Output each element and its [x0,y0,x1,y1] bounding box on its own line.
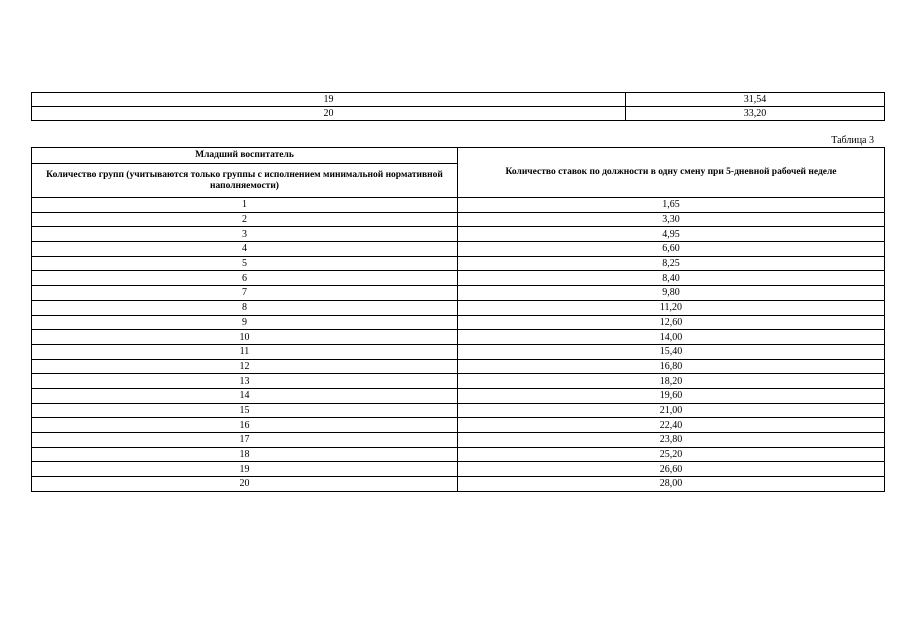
rate-cell: 12,60 [458,315,885,330]
rate-cell: 23,80 [458,433,885,448]
groups-cell: 18 [32,447,458,462]
rate-cell: 33,20 [626,107,885,121]
rate-cell: 8,25 [458,256,885,271]
groups-cell: 1 [32,198,458,213]
staffing-table-body [32,198,885,492]
rate-cell: 18,20 [458,374,885,389]
rate-cell: 22,40 [458,418,885,433]
table-row [32,227,885,242]
col1-header: Количество групп (учитываются только группы с исполнением минимальной нормативной наполняемости) [32,164,458,198]
rate-cell: 31,54 [626,93,885,107]
table-row [32,418,885,433]
groups-cell: 8 [32,300,458,315]
table-row [32,242,885,257]
table-row [32,433,885,448]
groups-cell: 10 [32,330,458,345]
table-row [32,315,885,330]
table-row [32,344,885,359]
groups-cell: 16 [32,418,458,433]
rate-cell: 21,00 [458,403,885,418]
rate-cell: 25,20 [458,447,885,462]
position-title: Младший воспитатель [32,148,458,164]
table-caption: Таблица 3 [831,135,874,146]
rate-cell: 28,00 [458,477,885,492]
rate-cell: 8,40 [458,271,885,286]
table-row [32,256,885,271]
groups-cell: 5 [32,256,458,271]
table-row [32,286,885,301]
table-row [32,359,885,374]
groups-cell: 3 [32,227,458,242]
table-row [32,212,885,227]
rate-cell: 26,60 [458,462,885,477]
rate-cell: 6,60 [458,242,885,257]
groups-cell: 6 [32,271,458,286]
table-row [32,403,885,418]
table-row [32,271,885,286]
groups-cell: 9 [32,315,458,330]
continuation-table-body [32,93,885,121]
rate-cell: 9,80 [458,286,885,301]
groups-cell: 15 [32,403,458,418]
rate-cell: 3,30 [458,212,885,227]
continuation-table [31,92,885,121]
groups-cell: 20 [32,107,626,121]
groups-cell: 13 [32,374,458,389]
rate-cell: 15,40 [458,344,885,359]
groups-cell: 19 [32,462,458,477]
table-row [32,107,885,121]
table-row [32,198,885,213]
groups-cell: 19 [32,93,626,107]
rate-cell: 16,80 [458,359,885,374]
col2-header: Количество ставок по должности в одну смену при 5-дневной рабочей неделе [458,148,885,198]
rate-cell: 19,60 [458,388,885,403]
groups-cell: 11 [32,344,458,359]
rate-cell: 1,65 [458,198,885,213]
groups-cell: 7 [32,286,458,301]
groups-cell: 12 [32,359,458,374]
staffing-table [31,147,885,492]
rate-cell: 11,20 [458,300,885,315]
groups-cell: 2 [32,212,458,227]
header-row-title [32,148,885,164]
groups-cell: 20 [32,477,458,492]
table-row [32,477,885,492]
table-row [32,447,885,462]
table-row [32,462,885,477]
rate-cell: 14,00 [458,330,885,345]
groups-cell: 17 [32,433,458,448]
table-row [32,388,885,403]
table-row [32,330,885,345]
rate-cell: 4,95 [458,227,885,242]
groups-cell: 14 [32,388,458,403]
table-row [32,374,885,389]
table-row [32,93,885,107]
table-row [32,300,885,315]
groups-cell: 4 [32,242,458,257]
